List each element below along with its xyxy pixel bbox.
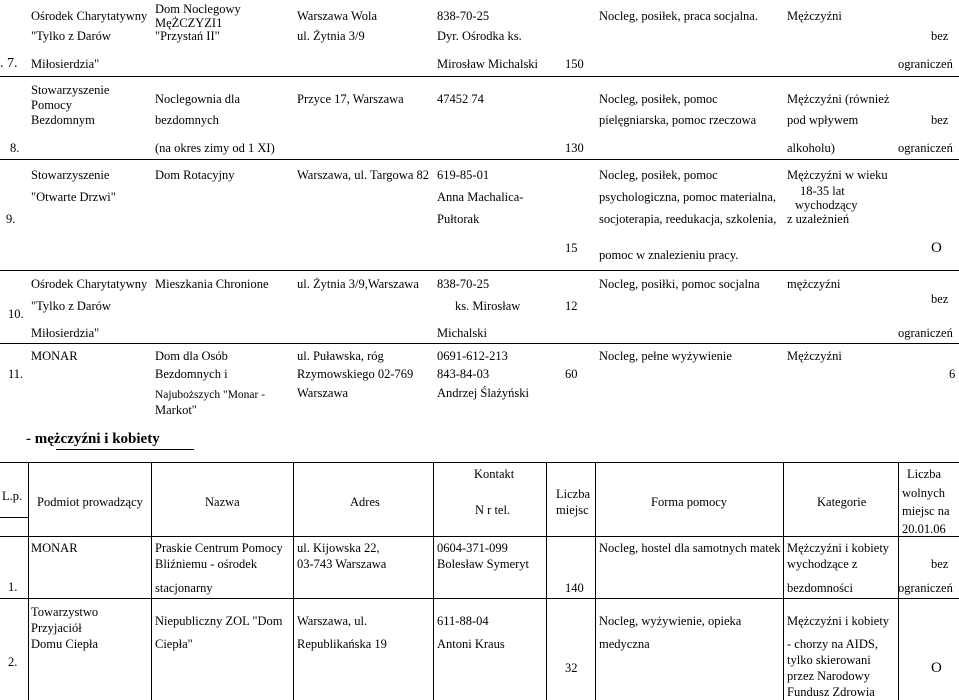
category-line: tylko skierowani: [787, 653, 871, 667]
operator-line: Miłosierdzia": [31, 57, 100, 71]
operator-line: Miłosierdzia": [31, 326, 100, 340]
contact-line: 838-70-25: [437, 277, 490, 291]
contact-line: 611-88-04: [437, 614, 489, 628]
row-number: . 7.: [0, 56, 18, 71]
header-name: Nazwa: [205, 495, 240, 509]
contact-line: 0604-371-099: [437, 541, 508, 555]
facility-name-line: Bliźniemu - ośrodek: [155, 557, 258, 571]
row-number: 1.: [8, 580, 18, 594]
limit-line: ograniczeń: [898, 57, 953, 71]
address-line: Przyce 17, Warszawa: [297, 92, 404, 106]
contact-line: 47452 74: [437, 92, 484, 106]
facility-name-line: Dom dla Osób: [155, 349, 228, 363]
facility-name-line: Bezdomnych i: [155, 367, 228, 381]
contact-line: 619-85-01: [437, 168, 490, 182]
category-line: Mężczyźni i kobiety: [787, 541, 890, 555]
contact-line: Dyr. Ośrodka ks.: [437, 29, 522, 43]
row-number: 10.: [8, 307, 24, 321]
facility-name-line: Noclegownia dla: [155, 92, 241, 106]
header-free: 20.01.06: [902, 522, 946, 536]
operator-line: "Tylko z Darów: [31, 29, 111, 43]
address-line: 03-743 Warszawa: [297, 557, 387, 571]
lp-divider: [0, 517, 28, 518]
header-free: wolnych: [902, 486, 946, 500]
contact-line: Pułtorak: [437, 212, 480, 226]
operator-line: Ośrodek Charytatywny: [31, 277, 148, 291]
column-line: [433, 462, 434, 700]
row-number: 2.: [8, 655, 18, 669]
operator-line: Domu Ciepła: [31, 637, 99, 651]
address-line: ul. Puławska, róg: [297, 349, 384, 363]
header-places: miejsc: [556, 503, 589, 517]
header-places: Liczba: [556, 487, 591, 501]
header-lp: L.p.: [2, 489, 23, 503]
contact-line: ks. Mirosław: [455, 299, 521, 313]
contact-line: Michalski: [437, 326, 487, 340]
header-contact: Kontakt: [474, 467, 515, 481]
operator-line: Ośrodek Charytatywny: [31, 9, 148, 23]
contact-line: Andrzej Ślażyński: [437, 386, 529, 400]
category-line: pod wpływem: [787, 113, 859, 127]
category-line: z uzależnień: [787, 212, 850, 226]
row-divider: [0, 598, 959, 599]
help-form: Nocleg, posiłek, praca socjalna.: [599, 9, 758, 23]
limit: 6: [949, 367, 956, 381]
category-line: 18-35 lat: [800, 184, 845, 198]
help-form-line: psychologiczna, pomoc materialna,: [599, 190, 777, 204]
category-line: Fundusz Zdrowia: [787, 685, 875, 699]
header-contact: N r tel.: [475, 503, 511, 517]
column-line: [546, 462, 547, 700]
address-line: Warszawa, ul.: [297, 614, 368, 628]
contact-line: Mirosław Michalski: [437, 57, 539, 71]
help-form-line: socjoterapia, reedukacja, szkolenia,: [599, 212, 777, 226]
places-count: 60: [565, 367, 578, 381]
category-line: alkoholu): [787, 141, 835, 155]
limit: O: [931, 240, 942, 256]
column-line: [595, 462, 596, 700]
facility-name-line: Mieszkania Chronione: [155, 277, 269, 291]
address-line: Warszawa: [297, 386, 349, 400]
header-address: Adres: [350, 495, 380, 509]
header-free: miejsc na: [902, 504, 950, 518]
category-line: wychodzące z: [787, 557, 858, 571]
operator-line: Stowarzyszenie: [31, 83, 110, 97]
limit-line: bez: [931, 29, 949, 43]
contact-line: 838-70-25: [437, 9, 490, 23]
header-category: Kategorie: [817, 495, 867, 509]
places-count: 32: [565, 661, 578, 675]
facility-name-line: Dom Rotacyjny: [155, 168, 235, 182]
operator-line: Bezdomnym: [31, 113, 95, 127]
limit: O: [931, 660, 942, 676]
row-number: 9.: [6, 212, 16, 226]
address-line: ul. Kijowska 22,: [297, 541, 380, 555]
column-line: [293, 462, 294, 700]
facility-name-line: Markot": [155, 403, 197, 417]
facility-name-line: Praskie Centrum Pomocy: [155, 541, 283, 555]
help-form-line: pielęgniarska, pomoc rzeczowa: [599, 113, 757, 127]
category-line: wychodzący: [795, 198, 858, 212]
help-form-line: Nocleg, posiłek, pomoc: [599, 92, 718, 106]
header-help: Forma pomocy: [651, 495, 728, 509]
help-form-line: Nocleg, posiłek, pomoc: [599, 168, 718, 182]
places-count: 15: [565, 241, 578, 255]
limit-line: bez: [931, 557, 949, 571]
row-divider: [0, 270, 959, 271]
category-line: bezdomności: [787, 581, 853, 595]
row-divider: [0, 76, 959, 77]
header-operator: Podmiot prowadzący: [37, 495, 143, 509]
operator-line: "Otwarte Drzwi": [31, 190, 116, 204]
address-line: Warszawa, ul. Targowa 82: [297, 168, 429, 182]
category-line: - chorzy na AIDS,: [787, 637, 878, 651]
limit-line: bez: [931, 292, 949, 306]
header-bottom-border: [0, 536, 959, 537]
help-form-line: medyczna: [599, 637, 650, 651]
row-divider: [0, 159, 959, 160]
heading-underline: [56, 449, 194, 450]
places-count: 12: [565, 299, 578, 313]
address-line: Republikańska 19: [297, 637, 387, 651]
address-line: Rzymowskiego 02-769: [297, 367, 414, 381]
facility-name-line: bezdomnych: [155, 113, 219, 127]
column-line: [151, 462, 152, 700]
help-form-line: Nocleg, wyżywienie, opieka: [599, 614, 742, 628]
facility-name-line: stacjonarny: [155, 581, 213, 595]
facility-name-line: (na okres zimy od 1 XI): [155, 141, 275, 155]
operator-line: Towarzystwo: [31, 605, 99, 619]
column-line: [783, 462, 784, 700]
operator-line: Stowarzyszenie: [31, 168, 110, 182]
category: Mężczyźni: [787, 9, 842, 23]
limit-line: ograniczeń: [898, 581, 953, 595]
row-number: 11.: [8, 367, 24, 381]
places-count: 140: [565, 581, 584, 595]
help-form: Nocleg, pełne wyżywienie: [599, 349, 732, 363]
row-divider: [0, 343, 959, 344]
category: mężczyźni: [787, 277, 841, 291]
operator-line: "Tylko z Darów: [31, 299, 111, 313]
limit-line: ograniczeń: [898, 141, 953, 155]
help-form-line: pomoc w znalezieniu pracy.: [599, 248, 739, 262]
facility-name-line: Ciepła": [155, 637, 193, 651]
help-form: Nocleg, posiłki, pomoc socjalna: [599, 277, 760, 291]
facility-name-line: Najuboższych "Monar -: [155, 389, 266, 401]
facility-name-line: "Przystań II": [155, 29, 220, 43]
category: Mężczyźni: [787, 349, 842, 363]
address-line: ul. Żytnia 3/9: [297, 29, 365, 43]
address-line: ul. Żytnia 3/9,Warszawa: [297, 277, 419, 291]
operator-line: Pomocy: [31, 98, 72, 112]
section-heading: - mężczyźni i kobiety: [26, 431, 160, 447]
facility-name-line: Dom Noclegowy: [155, 2, 241, 16]
address-line: Warszawa Wola: [297, 9, 378, 23]
places-count: 150: [565, 57, 584, 71]
help-form: Nocleg, hostel dla samotnych matek: [599, 541, 781, 555]
contact-line: Antoni Kraus: [437, 637, 505, 651]
contact-line: 843-84-03: [437, 367, 490, 381]
category-line: przez Narodowy: [787, 669, 870, 683]
operator-line: MONAR: [31, 541, 78, 555]
operator-line: Przyjaciół: [31, 621, 82, 635]
row-number: 8.: [10, 141, 20, 155]
facility-name-line: MęŻCZYZI1: [155, 16, 223, 30]
column-line: [28, 462, 29, 700]
contact-line: 0691-612-213: [437, 349, 508, 363]
table-top-border: [0, 462, 959, 463]
limit-line: ograniczeń: [898, 326, 953, 340]
header-free: Liczba: [907, 467, 942, 481]
facility-name-line: Niepubliczny ZOL "Dom: [155, 614, 283, 628]
contact-line: Anna Machalica-: [437, 190, 524, 204]
category-line: Mężczyźni i kobiety: [787, 614, 890, 628]
category-line: Mężczyźni (również: [787, 92, 890, 106]
operator-line: MONAR: [31, 349, 78, 363]
places-count: 130: [565, 141, 584, 155]
contact-line: Bolesław Symeryt: [437, 557, 530, 571]
limit-line: bez: [931, 113, 949, 127]
category-line: Mężczyźni w wieku: [787, 168, 888, 182]
